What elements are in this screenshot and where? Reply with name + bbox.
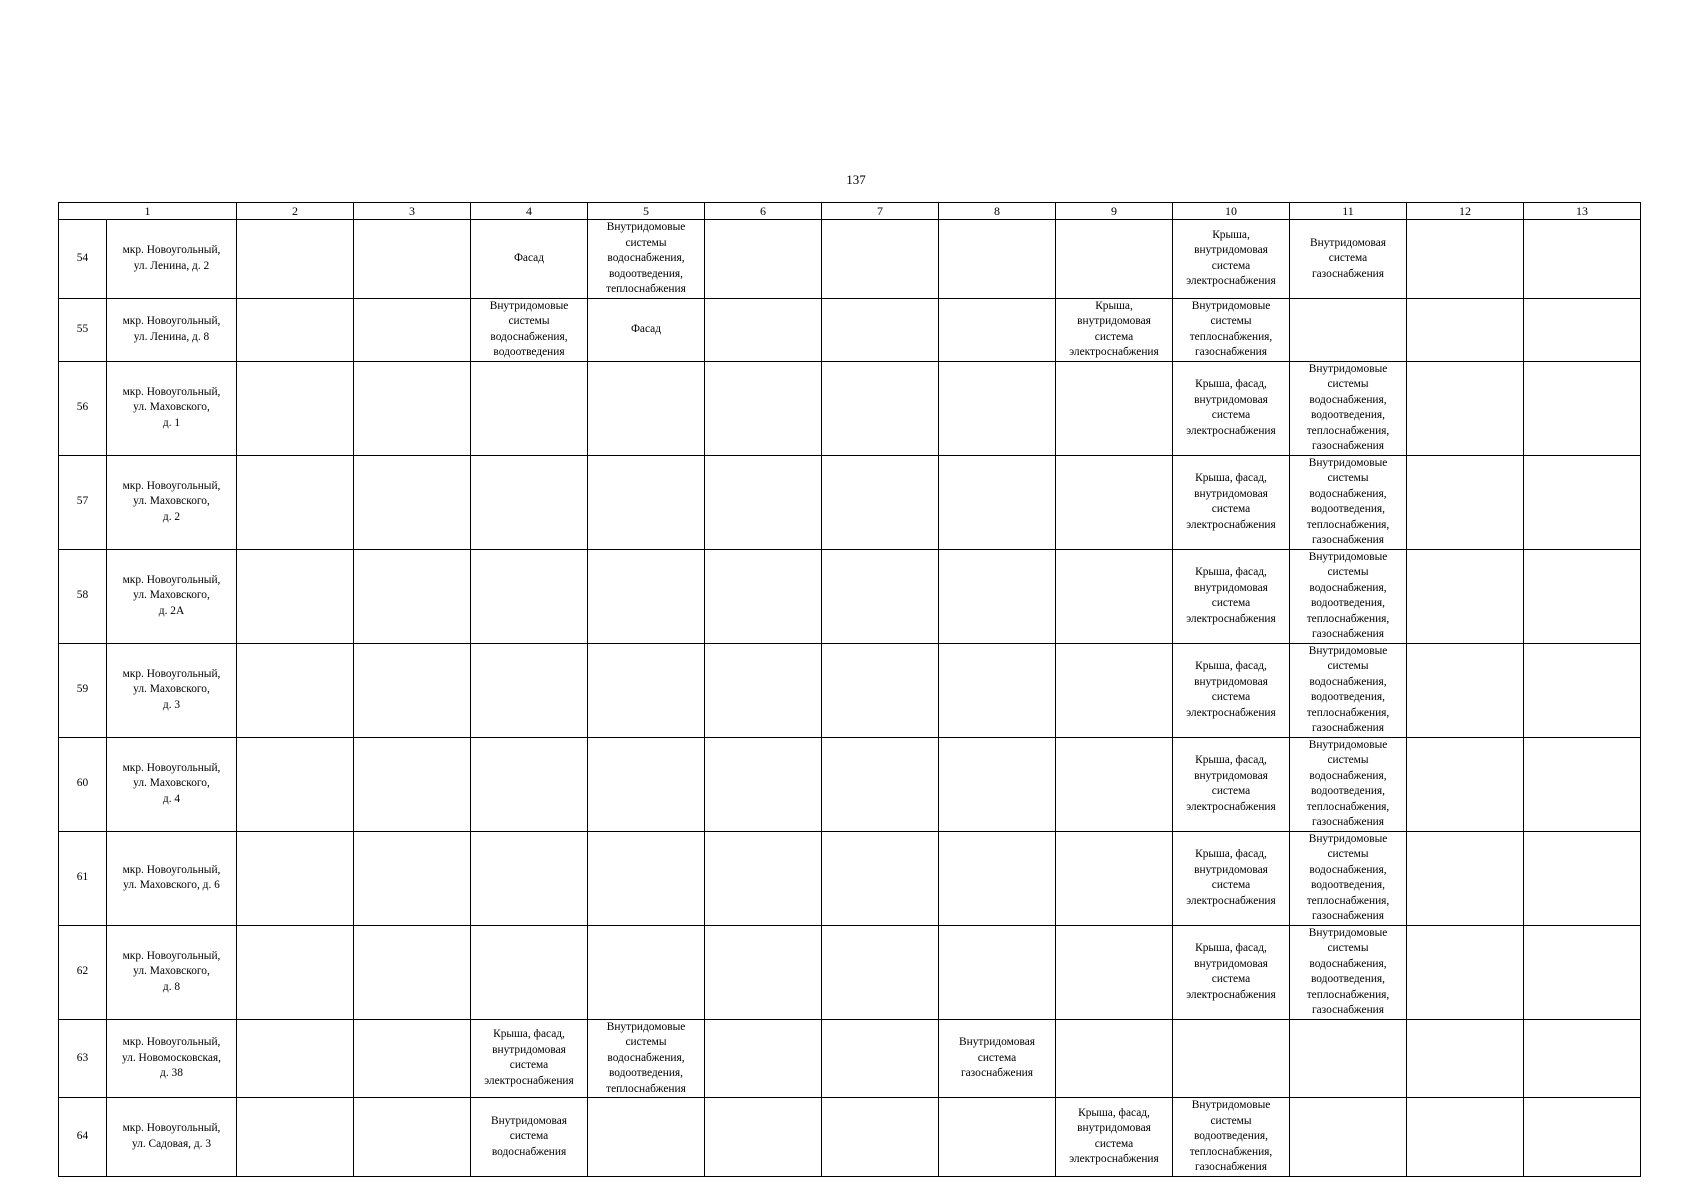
column-header: 3 bbox=[354, 203, 471, 220]
work-cell bbox=[1056, 1019, 1173, 1098]
work-text: Крыша, фасад, внутридомовая система электроснабжения bbox=[1186, 942, 1276, 1001]
work-cell bbox=[822, 549, 939, 643]
work-cell bbox=[1290, 643, 1407, 737]
work-text: Внутридомовые системы водоснабжения, водоотведения, теплоснабжения, газоснабжения bbox=[1306, 550, 1390, 640]
work-cell bbox=[354, 361, 471, 455]
work-cell bbox=[354, 1019, 471, 1098]
work-cell bbox=[705, 1098, 822, 1177]
work-cell bbox=[1173, 831, 1290, 925]
work-cell bbox=[588, 298, 705, 361]
work-cell bbox=[822, 1098, 939, 1177]
table-row bbox=[59, 220, 1641, 299]
address-text: мкр. Новоугольный, ул. Маховского, д. 6 bbox=[122, 863, 221, 891]
work-text: Крыша, фасад, внутридомовая система электроснабжения bbox=[1186, 472, 1276, 531]
work-cell bbox=[1056, 220, 1173, 299]
address-text: мкр. Новоугольный, ул. Новомосковская, д. 38 bbox=[121, 1036, 222, 1079]
work-cell bbox=[471, 220, 588, 299]
work-cell bbox=[822, 831, 939, 925]
address-cell bbox=[107, 298, 237, 361]
work-cell bbox=[705, 298, 822, 361]
work-cell bbox=[354, 737, 471, 831]
work-cell bbox=[1407, 1098, 1524, 1177]
row-number: 57 bbox=[59, 455, 107, 549]
work-cell bbox=[588, 361, 705, 455]
work-cell bbox=[237, 361, 354, 455]
work-text: Крыша, фасад, внутридомовая система электроснабжения bbox=[1186, 848, 1276, 907]
work-cell bbox=[1056, 455, 1173, 549]
work-cell bbox=[1056, 361, 1173, 455]
work-cell bbox=[1173, 1019, 1290, 1098]
work-cell bbox=[705, 361, 822, 455]
work-cell bbox=[1524, 220, 1641, 299]
table-row bbox=[59, 361, 1641, 455]
work-cell bbox=[1524, 831, 1641, 925]
work-cell bbox=[939, 737, 1056, 831]
column-header: 8 bbox=[939, 203, 1056, 220]
column-header: 7 bbox=[822, 203, 939, 220]
work-cell bbox=[237, 549, 354, 643]
address-text: мкр. Новоугольный, ул. Ленина, д. 8 bbox=[122, 315, 221, 343]
work-cell bbox=[1056, 925, 1173, 1019]
work-cell bbox=[939, 643, 1056, 737]
work-cell bbox=[1290, 1019, 1407, 1098]
work-cell bbox=[237, 643, 354, 737]
header-row bbox=[59, 203, 1641, 220]
address-text: мкр. Новоугольный, ул. Садовая, д. 3 bbox=[122, 1122, 221, 1150]
address-text: мкр. Новоугольный, ул. Маховского, д. 2А bbox=[122, 573, 221, 617]
work-cell bbox=[1173, 361, 1290, 455]
work-text: Внутридомовые системы водоснабжения, водоотведения, теплоснабжения, газоснабжения bbox=[1306, 456, 1390, 546]
table-row bbox=[59, 1019, 1641, 1098]
column-header: 6 bbox=[705, 203, 822, 220]
work-cell bbox=[1056, 298, 1173, 361]
work-cell bbox=[705, 737, 822, 831]
address-cell bbox=[107, 831, 237, 925]
work-cell bbox=[588, 455, 705, 549]
work-cell bbox=[939, 298, 1056, 361]
address-cell bbox=[107, 361, 237, 455]
work-cell bbox=[1173, 925, 1290, 1019]
work-cell bbox=[822, 298, 939, 361]
work-text: Крыша, внутридомовая система электроснабжения bbox=[1186, 228, 1276, 288]
work-text: Внутридомовые системы водоснабжения, водоотведения, теплоснабжения, газоснабжения bbox=[1306, 926, 1390, 1016]
address-cell bbox=[107, 925, 237, 1019]
column-header: 4 bbox=[471, 203, 588, 220]
address-text: мкр. Новоугольный, ул. Маховского, д. 4 bbox=[122, 761, 221, 805]
work-cell bbox=[354, 455, 471, 549]
work-cell bbox=[822, 455, 939, 549]
row-number: 61 bbox=[59, 831, 107, 925]
work-cell bbox=[1407, 220, 1524, 299]
work-cell bbox=[1173, 643, 1290, 737]
page-number: 137 bbox=[846, 172, 866, 187]
work-cell bbox=[1056, 643, 1173, 737]
table-row bbox=[59, 643, 1641, 737]
work-cell bbox=[354, 220, 471, 299]
work-cell bbox=[237, 455, 354, 549]
column-header: 9 bbox=[1056, 203, 1173, 220]
work-text: Внутридомовые системы водоснабжения, водоотведения, теплоснабжения, газоснабжения bbox=[1306, 362, 1390, 452]
work-cell bbox=[588, 925, 705, 1019]
work-cell bbox=[354, 298, 471, 361]
table-row bbox=[59, 298, 1641, 361]
work-cell bbox=[1290, 361, 1407, 455]
work-cell bbox=[1173, 737, 1290, 831]
work-cell bbox=[1524, 1098, 1641, 1177]
work-cell bbox=[354, 643, 471, 737]
work-text: Крыша, фасад, внутридомовая система электроснабжения bbox=[1186, 566, 1276, 625]
address-cell bbox=[107, 549, 237, 643]
work-cell bbox=[1407, 925, 1524, 1019]
work-cell bbox=[354, 1098, 471, 1177]
work-cell bbox=[588, 831, 705, 925]
work-cell bbox=[1290, 1098, 1407, 1177]
work-cell bbox=[1524, 361, 1641, 455]
row-number: 62 bbox=[59, 925, 107, 1019]
work-cell bbox=[1524, 549, 1641, 643]
work-cell bbox=[705, 455, 822, 549]
work-cell bbox=[705, 549, 822, 643]
work-cell bbox=[471, 549, 588, 643]
address-text: мкр. Новоугольный, ул. Маховского, д. 3 bbox=[122, 667, 221, 711]
row-number: 63 bbox=[59, 1019, 107, 1098]
table-row bbox=[59, 737, 1641, 831]
address-text: мкр. Новоугольный, ул. Маховского, д. 1 bbox=[122, 385, 221, 429]
work-text: Фасад bbox=[513, 252, 545, 264]
work-cell bbox=[588, 1098, 705, 1177]
work-cell bbox=[471, 298, 588, 361]
column-header: 12 bbox=[1407, 203, 1524, 220]
work-cell bbox=[1407, 361, 1524, 455]
work-cell bbox=[1173, 455, 1290, 549]
work-cell bbox=[471, 361, 588, 455]
work-cell bbox=[1173, 220, 1290, 299]
work-cell bbox=[822, 925, 939, 1019]
address-text: мкр. Новоугольный, ул. Маховского, д. 2 bbox=[122, 479, 221, 523]
row-number: 60 bbox=[59, 737, 107, 831]
work-cell bbox=[471, 737, 588, 831]
work-cell bbox=[1524, 925, 1641, 1019]
work-text: Крыша, фасад, внутридомовая система электроснабжения bbox=[1186, 754, 1276, 813]
work-cell bbox=[1173, 1098, 1290, 1177]
work-cell bbox=[1524, 737, 1641, 831]
table-row bbox=[59, 549, 1641, 643]
work-cell bbox=[1290, 549, 1407, 643]
work-text: Крыша, фасад, внутридомовая система электроснабжения bbox=[1186, 378, 1276, 437]
work-cell bbox=[1407, 737, 1524, 831]
work-cell bbox=[471, 1019, 588, 1098]
address-cell bbox=[107, 737, 237, 831]
column-header: 13 bbox=[1524, 203, 1641, 220]
work-cell bbox=[237, 1098, 354, 1177]
work-text: Внутридомовые системы водоснабжения, водоотведения, теплоснабжения bbox=[606, 221, 686, 295]
work-text: Крыша, внутридомовая система электроснабжения bbox=[1069, 299, 1159, 358]
work-cell bbox=[1290, 925, 1407, 1019]
work-cell bbox=[1173, 298, 1290, 361]
row-number: 58 bbox=[59, 549, 107, 643]
work-text: Внутридомовая система газоснабжения bbox=[1310, 236, 1386, 280]
work-text: Внутридомовая система водоснабжения bbox=[491, 1114, 567, 1158]
work-cell bbox=[237, 220, 354, 299]
work-cell bbox=[822, 361, 939, 455]
work-cell bbox=[588, 220, 705, 299]
work-text: Внутридомовые системы водоснабжения, водоотведения, теплоснабжения, газоснабжения bbox=[1306, 832, 1390, 922]
address-cell bbox=[107, 643, 237, 737]
work-cell bbox=[939, 455, 1056, 549]
work-cell bbox=[1407, 1019, 1524, 1098]
work-cell bbox=[1290, 455, 1407, 549]
work-cell bbox=[471, 925, 588, 1019]
work-cell bbox=[1524, 455, 1641, 549]
work-cell bbox=[1524, 643, 1641, 737]
work-cell bbox=[1056, 831, 1173, 925]
work-cell bbox=[1407, 831, 1524, 925]
column-header: 5 bbox=[588, 203, 705, 220]
work-cell bbox=[822, 737, 939, 831]
address-text: мкр. Новоугольный, ул. Маховского, д. 8 bbox=[122, 949, 221, 993]
work-cell bbox=[588, 643, 705, 737]
work-cell bbox=[1524, 298, 1641, 361]
table-row bbox=[59, 1098, 1641, 1177]
work-cell bbox=[705, 220, 822, 299]
address-cell bbox=[107, 1019, 237, 1098]
work-cell bbox=[1056, 737, 1173, 831]
work-cell bbox=[705, 643, 822, 737]
table-body bbox=[59, 220, 1641, 1177]
work-cell bbox=[237, 925, 354, 1019]
work-cell bbox=[939, 361, 1056, 455]
work-text: Внутридомовые системы водоснабжения, водоотведения, теплоснабжения bbox=[606, 1020, 686, 1095]
column-header: 10 bbox=[1173, 203, 1290, 220]
work-cell bbox=[471, 643, 588, 737]
address-cell bbox=[107, 455, 237, 549]
work-cell bbox=[471, 831, 588, 925]
work-text: Крыша, фасад, внутридомовая система электроснабжения bbox=[484, 1028, 574, 1087]
work-cell bbox=[1407, 455, 1524, 549]
repair-schedule-table bbox=[58, 202, 1641, 1177]
column-header: 11 bbox=[1290, 203, 1407, 220]
work-text: Внутридомовые системы водоснабжения, водоотведения bbox=[489, 299, 569, 358]
row-number: 56 bbox=[59, 361, 107, 455]
work-cell bbox=[939, 220, 1056, 299]
work-text: Фасад bbox=[630, 322, 662, 335]
work-cell bbox=[354, 549, 471, 643]
work-text: Крыша, фасад, внутридомовая система электроснабжения bbox=[1069, 1106, 1159, 1166]
work-cell bbox=[588, 549, 705, 643]
work-cell bbox=[1524, 1019, 1641, 1098]
work-cell bbox=[1407, 549, 1524, 643]
address-cell bbox=[107, 1098, 237, 1177]
work-text: Крыша, фасад, внутридомовая система электроснабжения bbox=[1186, 660, 1276, 719]
work-cell bbox=[1290, 220, 1407, 299]
work-cell bbox=[354, 831, 471, 925]
work-cell bbox=[1173, 549, 1290, 643]
work-cell bbox=[822, 220, 939, 299]
work-cell bbox=[822, 1019, 939, 1098]
work-cell bbox=[939, 831, 1056, 925]
row-number: 64 bbox=[59, 1098, 107, 1177]
row-number: 55 bbox=[59, 298, 107, 361]
work-cell bbox=[939, 1098, 1056, 1177]
work-text: Внутридомовые системы водоснабжения, водоотведения, теплоснабжения, газоснабжения bbox=[1306, 738, 1390, 828]
work-cell bbox=[822, 643, 939, 737]
table-row bbox=[59, 925, 1641, 1019]
table-row bbox=[59, 831, 1641, 925]
work-cell bbox=[1407, 298, 1524, 361]
work-cell bbox=[354, 925, 471, 1019]
work-cell bbox=[1056, 1098, 1173, 1177]
work-cell bbox=[705, 831, 822, 925]
work-text: Внутридомовые системы водоотведения, теплоснабжения, газоснабжения bbox=[1189, 1099, 1273, 1173]
work-cell bbox=[588, 737, 705, 831]
work-cell bbox=[588, 1019, 705, 1098]
address-cell bbox=[107, 220, 237, 299]
work-cell bbox=[237, 737, 354, 831]
address-text: мкр. Новоугольный, ул. Ленина, д. 2 bbox=[122, 244, 221, 272]
work-cell bbox=[1056, 549, 1173, 643]
work-cell bbox=[939, 549, 1056, 643]
work-cell bbox=[471, 455, 588, 549]
work-cell bbox=[1290, 298, 1407, 361]
work-cell bbox=[237, 831, 354, 925]
column-header: 2 bbox=[237, 203, 354, 220]
work-cell bbox=[705, 925, 822, 1019]
work-text: Внутридомовые системы теплоснабжения, газоснабжения bbox=[1189, 299, 1273, 358]
work-text: Внутридомовая система газоснабжения bbox=[959, 1036, 1035, 1079]
work-text: Внутридомовые системы водоснабжения, водоотведения, теплоснабжения, газоснабжения bbox=[1306, 644, 1390, 734]
work-cell bbox=[705, 1019, 822, 1098]
row-number: 59 bbox=[59, 643, 107, 737]
work-cell bbox=[471, 1098, 588, 1177]
table-row bbox=[59, 455, 1641, 549]
work-cell bbox=[1290, 831, 1407, 925]
column-header: 1 bbox=[59, 203, 237, 220]
work-cell bbox=[1407, 643, 1524, 737]
work-cell bbox=[939, 925, 1056, 1019]
row-number: 54 bbox=[59, 220, 107, 299]
work-cell bbox=[237, 298, 354, 361]
work-cell bbox=[939, 1019, 1056, 1098]
work-cell bbox=[1290, 737, 1407, 831]
work-cell bbox=[237, 1019, 354, 1098]
